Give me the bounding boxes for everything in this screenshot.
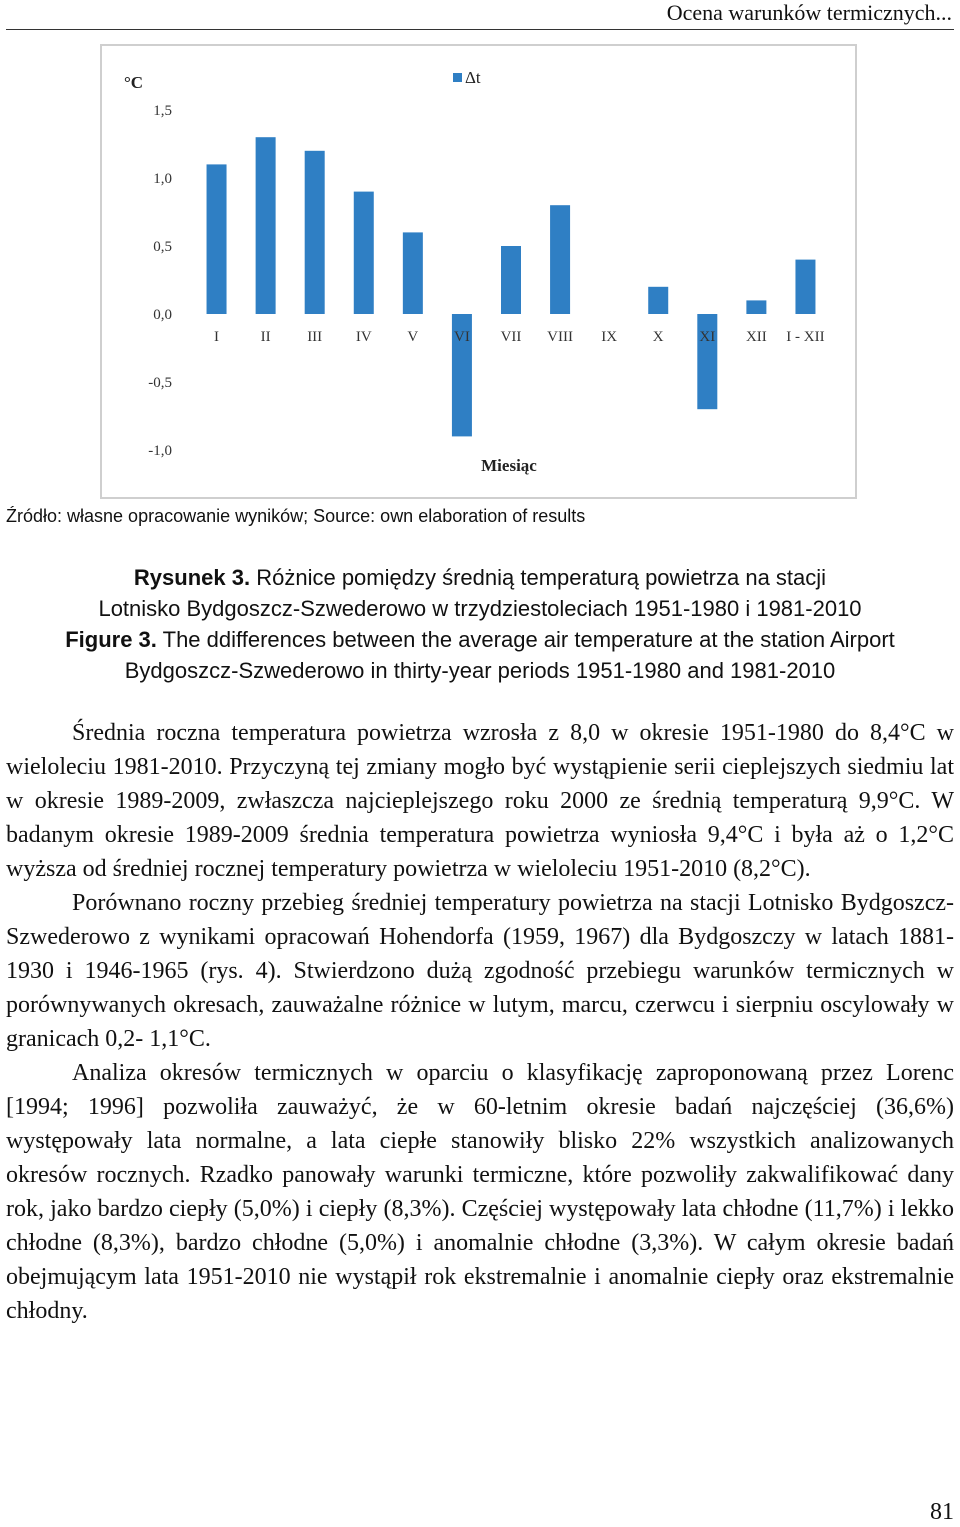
body-text: [6, 716, 954, 1328]
caption-pl-line2: Lotnisko Bydgoszcz-Szwederowo w trzydziestoleciach 1951-1980 i 1981-2010: [98, 596, 862, 621]
x-tick-label: IV: [355, 329, 372, 345]
paragraph: Analiza okresów termicznych w oparciu o klasyfikację zaproponowaną przez Lorenc [1994; 1996] pozwoliła zauważyć, że w 60-letnim okresie badań najczęściej (36,6%) występowały lata normalne, a lata ciepłe stanowiły blisko 22% wszystkich analizowanych okresów rocznych. Rzadko panowały warunki termiczne, które pozwoliły zakwalifikować dany rok, jako bardzo ciepły (5,0%) i ciepły (8,3%). Częściej występowały lata chłodne (11,7%) i lekko chłodne (8,3%), bardzo chłodne (5,0%) i anomalnie chłodne (3,3%). W całym okresie badań obejmującym lata 1951-2010 nie wystąpił rok ekstremalnie i anomalnie ciepły oraz ekstremalnie chłodny.: [6, 1060, 954, 1324]
running-title: Ocena warunków termicznych...: [666, 0, 952, 25]
x-tick-label: VII: [500, 329, 522, 345]
x-tick-label: XI: [699, 329, 716, 345]
bar: [207, 164, 227, 314]
bar: [746, 300, 766, 314]
caption-en: [6, 624, 954, 686]
x-tick-label: X: [652, 329, 664, 345]
bar: [648, 287, 668, 314]
y-tick-label: -0,5: [148, 375, 172, 391]
header-rule: [6, 29, 954, 30]
x-tick-label: V: [407, 329, 419, 345]
figure-source: Źródło: własne opracowanie wyników; Source: own elaboration of results: [6, 506, 586, 526]
chart-frame: [100, 44, 857, 499]
caption-en-label: Figure 3.: [65, 627, 157, 652]
paragraph: Porównano roczny przebieg średniej temperatury powietrza na stacji Lotnisko Bydgoszcz-Szwederowo z wynikami opracowań Hohendorfa (1959, 1967) dla Bydgoszczy w latach 1881-1930 i 1946-1965 (rys. 4). Stwierdzono dużą zgodność przebiegu warunków termicznych w porównywanych okresach, zauważalne różnice w lutym, marcu, czerwcu i sierpniu oscylowały w granicach 0,2- 1,1°C.: [6, 890, 954, 1052]
x-tick-label: II: [260, 329, 271, 345]
x-tick-label: I: [214, 329, 220, 345]
page-number: 81: [930, 1499, 954, 1525]
x-axis-label: Miesiąc: [481, 456, 537, 475]
caption-pl-label: Rysunek 3.: [133, 565, 251, 590]
y-tick-label: 1,5: [153, 103, 172, 119]
y-axis-label: °C: [124, 73, 144, 92]
caption-en-line2: Bydgoszcz-Szwederowo in thirty-year periods 1951-1980 and 1981-2010: [124, 658, 836, 683]
bar: [305, 151, 325, 314]
x-tick-label: XII: [745, 329, 767, 345]
x-tick-label: I - XII: [786, 329, 825, 345]
bar: [501, 246, 521, 314]
x-tick-label: VI: [454, 329, 470, 345]
paragraph: Średnia roczna temperatura powietrza wzrosła z 8,0 w okresie 1951-1980 do 8,4°C w wieloleciu 1981-2010. Przyczyną tej zmiany mogło być wystąpienie serii cieplejszych siedmiu lat w okresie 1989-2009, zwłaszcza najcieplejszego roku 2000 ze średnią temperaturą 9,9°C. W badanym okresie 1989-2009 średnia temperatura powietrza wyniosła 9,4°C i była aż o 1,2°C wyższa od średniej rocznej temperatury powietrza w wieloleciu 1951-2010 (8,2°C).: [6, 720, 954, 882]
bar: [403, 232, 423, 314]
bar: [550, 205, 570, 314]
x-tick-label: III: [307, 329, 323, 345]
y-tick-label: 0,0: [153, 307, 172, 323]
bar: [795, 260, 815, 314]
caption-en-line1: The ddifferences between the average air temperature at the station Airport: [162, 627, 895, 652]
x-tick-label: IX: [601, 329, 618, 345]
y-tick-label: 1,0: [153, 171, 172, 187]
bar: [354, 192, 374, 314]
y-tick-label: 0,5: [153, 239, 172, 255]
bar: [256, 137, 276, 314]
caption-pl: [6, 562, 954, 624]
caption-pl-line1: Różnice pomiędzy średnią temperaturą powietrza na stacji: [256, 565, 827, 590]
x-tick-label: VIII: [547, 329, 573, 345]
y-tick-label: -1,0: [148, 443, 172, 459]
legend-label: Δt: [465, 68, 481, 87]
bar-chart: [102, 46, 855, 497]
running-header: [0, 0, 960, 32]
legend-swatch: [453, 73, 462, 82]
